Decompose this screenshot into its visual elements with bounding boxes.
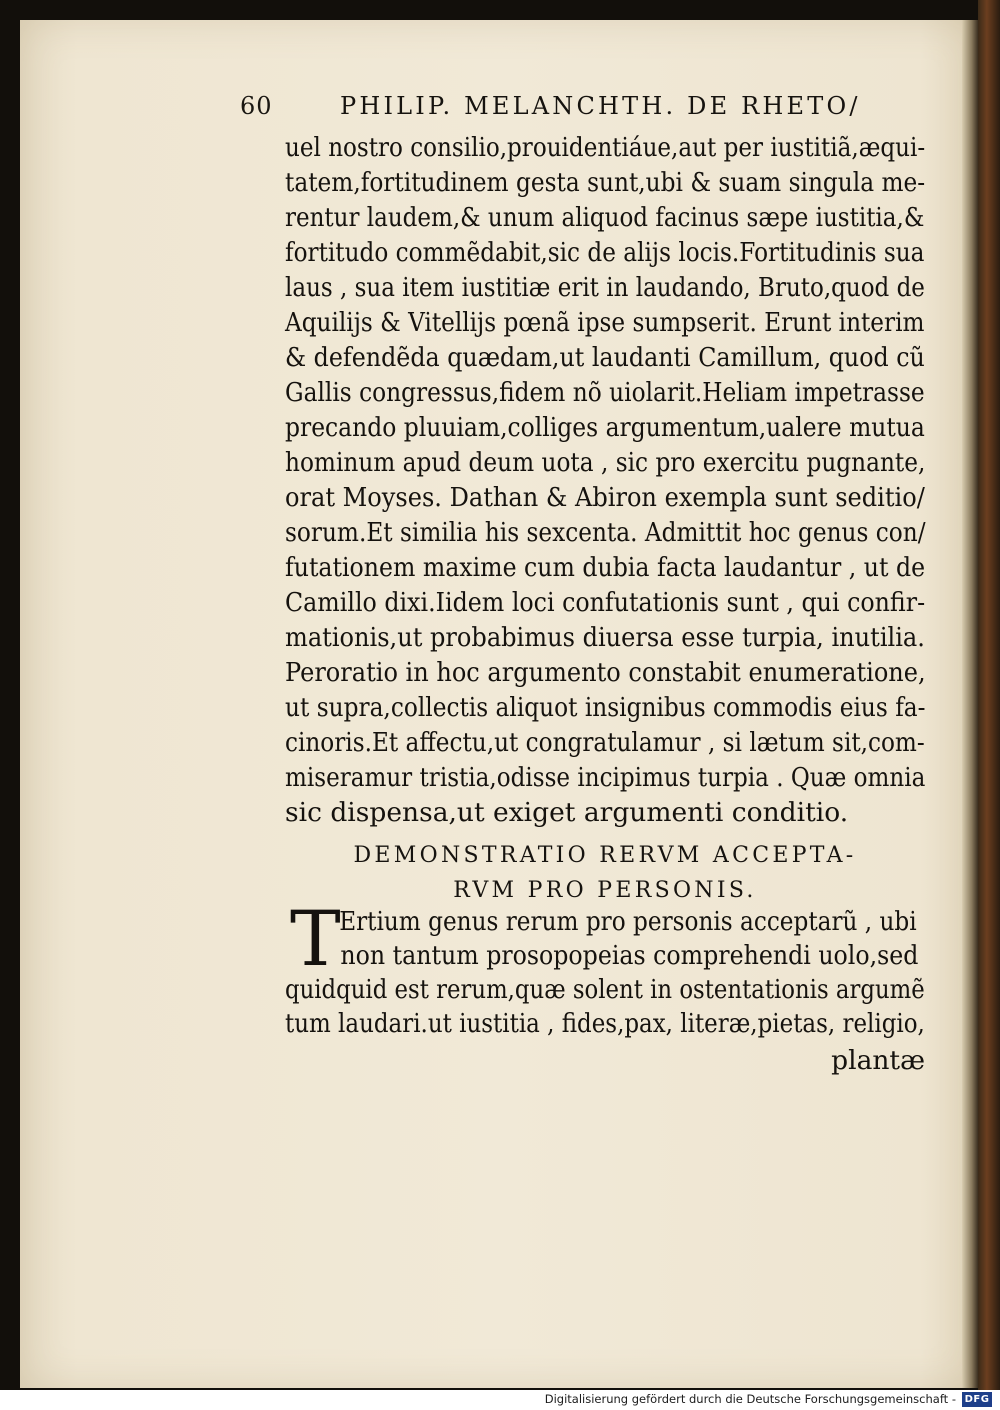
text-line: & defendẽda quædam,ut laudanti Camillum, quod cũ: [285, 342, 925, 373]
text-line: tatem,fortitudinem gesta sunt,ubi & suam singula me-: [285, 167, 926, 198]
drop-cap: T: [290, 894, 341, 983]
text-line: precando pluuiam,colliges argumentum,ualere mutua: [285, 412, 925, 443]
text-line: quidquid est rerum,quæ solent in ostentationis argumẽ: [285, 974, 925, 1005]
text-line: Ertium genus rerum pro personis acceptarũ , ubi: [339, 906, 917, 937]
text-line: non tantum prosopopeias comprehendi uolo,sed: [340, 940, 919, 971]
page-number: 60: [240, 92, 273, 120]
section-heading: [285, 838, 925, 908]
footer-bar: [0, 1390, 1000, 1410]
text-line: sic dispensa,ut exiget argumenti conditio.: [285, 797, 849, 828]
running-head: PHILIP. MELANCHTH. DE RHETO/: [340, 92, 861, 120]
text-line: fortitudo commẽdabit,sic de alijs locis.Fortitudinis sua: [285, 237, 925, 268]
text-line: Camillo dixi.Iidem loci confutationis sunt , qui confir-: [285, 587, 926, 618]
text-line: tum laudari.ut iustitia , fides,pax, literæ,pietas, religio,: [285, 1008, 925, 1039]
paragraph-main: [285, 130, 925, 830]
book-binding-edge: [978, 0, 1000, 1390]
text-line: hominum apud deum uota , sic pro exercitu pugnante,: [285, 447, 926, 478]
heading-line: RVM PRO PERSONIS.: [453, 878, 757, 903]
page-header: [236, 92, 916, 132]
catchword: plantæ: [831, 1045, 925, 1076]
paragraph-second: [285, 894, 925, 1041]
text-line: orat Moyses. Dathan & Abiron exempla sunt seditio/: [285, 482, 925, 513]
text-line: miseramur tristia,odisse incipimus turpia . Quæ omnia: [285, 762, 926, 793]
text-line: laus , sua item iustitiæ erit in laudando, Bruto,quod de: [285, 272, 925, 303]
text-line: futationem maxime cum dubia facta laudantur , ut de: [285, 552, 926, 583]
text-line: cinoris.Et affectu,ut congratulamur , si lætum sit,com-: [285, 727, 925, 758]
text-line: mationis,ut probabimus diuersa esse turpia, inutilia.: [285, 622, 925, 653]
text-line: Gallis congressus,fidem nõ uiolarit.Heliam impetrasse: [285, 377, 925, 408]
text-line: sorum.Et similia his sexcenta. Admittit hoc genus con/: [285, 517, 926, 548]
text-line: Aquilijs & Vitellijs pœnã ipse sumpserit. Erunt interim: [285, 307, 925, 338]
funding-credit: Digitalisierung gefördert durch die Deutsche Forschungsgemeinschaft -: [544, 1392, 956, 1406]
text-line: rentur laudem,& unum aliquod facinus sæpe iustitia,&: [285, 202, 925, 233]
text-line: uel nostro consilio,prouidentiáue,aut per iustitiã,æqui-: [285, 132, 926, 163]
text-line: ut supra,collectis aliquot insignibus commodis eius fa-: [285, 692, 926, 723]
page-edge: [962, 20, 978, 1388]
heading-line: DEMONSTRATIO RERVM ACCEPTA-: [353, 843, 857, 868]
dfg-logo: DFG: [962, 1392, 992, 1407]
text-line: Peroratio in hoc argumento constabit enumeratione,: [285, 657, 926, 688]
